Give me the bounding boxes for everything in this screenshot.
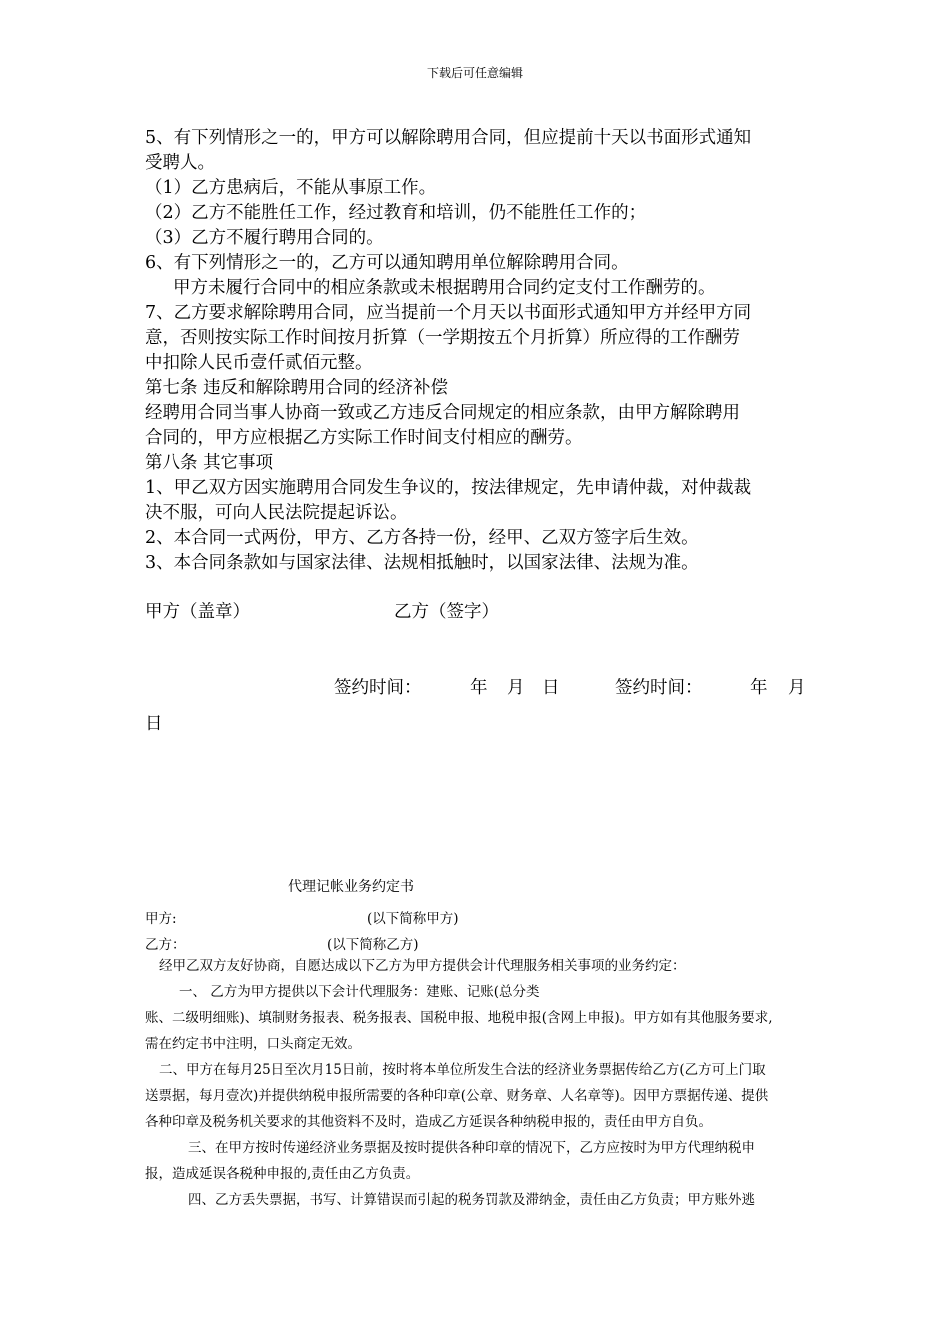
party-a-label: 甲方: (145, 911, 177, 927)
clause-5-item-2: （2）乙方不能胜任工作，经过教育和培训，仍不能胜任工作的； (145, 203, 647, 223)
item-2-line-1: 二、甲方在每月25日至次月15日前，按时将本单位所发生合法的经济业务票据传给乙方(乙方可上门取 (159, 1062, 766, 1078)
party-b-note: (以下简称乙方) (327, 937, 419, 953)
article-8-item-2: 2、本合同一式两份，甲方、乙方各持一份，经甲、乙双方签字后生效。 (145, 528, 699, 548)
agreement-body (145, 953, 817, 1213)
item-1-line-1: 一、 乙方为甲方提供以下会计代理服务：建账、记账(总分类 (179, 984, 540, 1000)
year-b: 年 (750, 678, 768, 698)
clause-5-line-1: 5、有下列情形之一的，甲方可以解除聘用合同，但应提前十天以书面形式通知 (145, 128, 752, 148)
clause-5-item-1: （1）乙方患病后，不能从事原工作。 (145, 178, 437, 198)
clause-6-line-2: 甲方未履行合同中的相应条款或未根据聘用合同约定支付工作酬劳的。 (173, 278, 716, 298)
contract-terms (145, 126, 815, 576)
day-a: 日 (542, 678, 560, 698)
clause-5-item-3: （3）乙方不履行聘用合同的。 (145, 228, 384, 248)
article-8-item-3: 3、本合同条款如与国家法律、法规相抵触时，以国家法律、法规为准。 (145, 553, 699, 573)
party-b-label: 乙方： (145, 937, 186, 953)
item-4-line-1: 四、乙方丢失票据，书写、计算错误而引起的税务罚款及滞纳金，责任由乙方负责；甲方账外逃 (188, 1192, 755, 1208)
item-2-line-2: 送票据，每月壹次)并提供纳税申报所需要的各种印章(公章、财务章、人名章等)。因甲方票据传递、提供 (145, 1088, 769, 1104)
item-2-line-3: 各种印章及税务机关要求的其他资料不及时，造成乙方延误各种纳税申报的，责任由甲方自负。 (145, 1114, 712, 1130)
item-1-line-2: 账、二级明细账)、填制财务报表、税务报表、国税申报、地税申报(含网上申报)。甲方如有其他服务要求, (145, 1010, 773, 1026)
item-3-line-2: 报，造成延误各税种申报的,责任由乙方负责。 (145, 1166, 420, 1182)
item-1-line-3: 需在约定书中注明，口头商定无效。 (145, 1036, 361, 1052)
article-7-line-2: 合同的，甲方应根据乙方实际工作时间支付相应的酬劳。 (145, 428, 583, 448)
article-7-heading: 第七条 违反和解除聘用合同的经济补偿 (145, 378, 449, 398)
article-8-item-1-line-2: 决不服，可向人民法院提起诉讼。 (145, 503, 408, 523)
agreement-title: 代理记帐业务约定书 (288, 879, 414, 895)
page-header: 下载后可任意编辑 (426, 66, 523, 80)
article-7-line-1: 经聘用合同当事人协商一致或乙方违反合同规定的相应条款，由甲方解除聘用 (145, 403, 740, 423)
article-8-item-1-line-1: 1、甲乙双方因实施聘用合同发生争议的，按法律规定，先申请仲裁，对仲裁裁 (145, 478, 752, 498)
item-3-line-1: 三、在甲方按时传递经济业务票据及按时提供各种印章的情况下，乙方应按时为甲方代理纳税申 (188, 1140, 755, 1156)
month-b: 月 (788, 678, 806, 698)
sign-time-label-a: 签约时间： (334, 678, 422, 698)
clause-7-line-2: 意，否则按实际工作时间按月折算（一学期按五个月折算）所应得的工作酬劳 (145, 328, 740, 348)
day-b: 日 (145, 714, 163, 734)
month-a: 月 (507, 678, 525, 698)
agreement-intro: 经甲乙双方友好协商，自愿达成以下乙方为甲方提供会计代理服务相关事项的业务约定： (159, 958, 686, 974)
sign-time-label-b: 签约时间： (615, 678, 703, 698)
clause-7-line-1: 7、乙方要求解除聘用合同，应当提前一个月天以书面形式通知甲方并经甲方同 (145, 303, 752, 323)
year-a: 年 (470, 678, 488, 698)
party-a-note: (以下简称甲方) (367, 911, 459, 927)
article-8-heading: 第八条 其它事项 (145, 453, 274, 473)
party-a-seal-label: 甲方（盖章） (145, 602, 250, 622)
party-b-sign-label: 乙方（签字） (394, 602, 499, 622)
clause-5-line-2: 受聘人。 (145, 153, 215, 173)
clause-7-line-3: 中扣除人民币壹仟贰佰元整。 (145, 353, 373, 373)
clause-6-line-1: 6、有下列情形之一的，乙方可以通知聘用单位解除聘用合同。 (145, 253, 629, 273)
